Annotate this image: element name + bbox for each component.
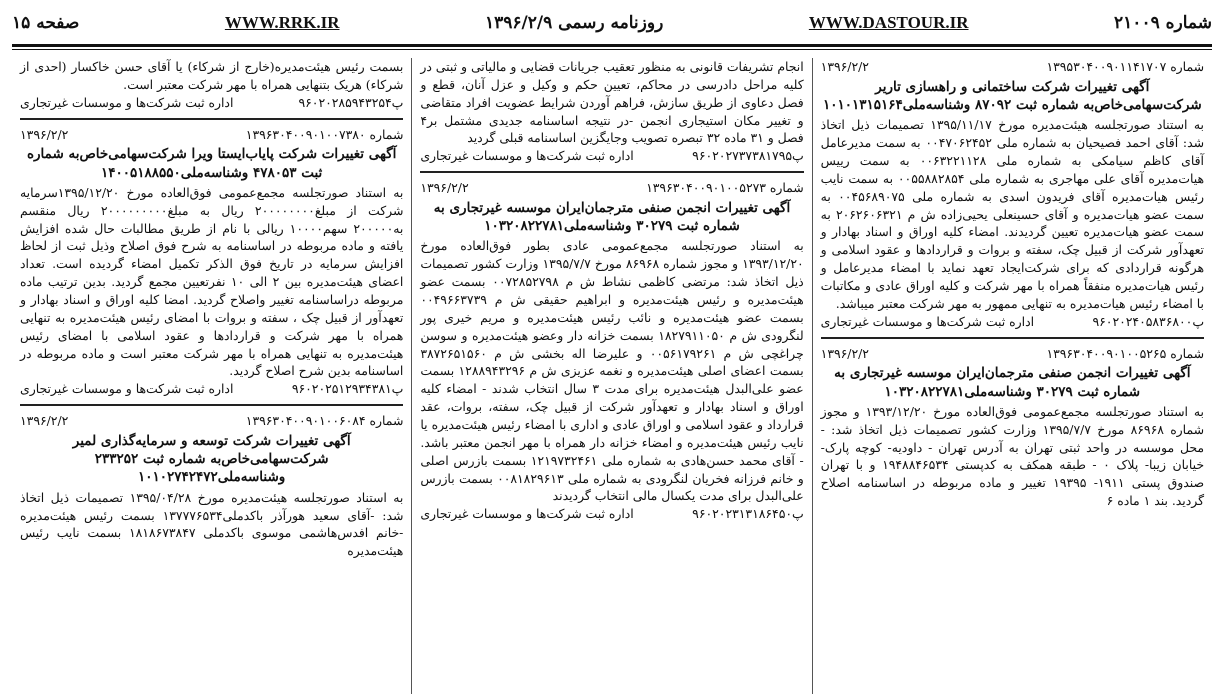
notice-footer [420, 147, 803, 165]
notice-title: آگهی تغییرات شرکت توسعه و سرمایه‌گذاری لمیر شرکت‌سهامی‌خاص‌به شماره ثبت ۲۳۳۲۵۲ وشناسه‌ملی۱۰۱۰۲۷۴۲۴۷۲ [72, 433, 351, 486]
notice-code: پ۹۶۰۲۰۲۳۱۳۱۸۶۴۵۰ [692, 506, 804, 522]
gazette-title-date: روزنامه رسمی ۱۳۹۶/۲/۹ [485, 13, 664, 33]
notice-footer [20, 380, 403, 398]
notice [821, 337, 1204, 510]
masthead [12, 4, 1212, 42]
notice-title: آگهی تغییرات شرکت پایاب‌ایستا ویرا شرکت‌سهامی‌خاص‌به شماره ثبت ۴۷۸۰۵۳ وشناسه‌ملی۱۴۰۰۵۱۸۸۵۵۰ [26, 146, 397, 181]
notice-body: انجام تشریفات قانونی به منظور تعقیب جریانات قضایی و مالیاتی و ثبتی در کلیه مراحل دادرسی در محاکم، تعیین حکم و وکیل و عزل آنان، قطع و فصل دعاوی از طریق سازش، فراهم آوردن شرایط عضویت افراد متقاضی و تغییر مکان استیجاری انجمن -در نتیجه اساسنامه جدیدی مشتمل بر۴ فصل و ۳۱ ماده ۳۲ تبصره تصویب وجایگزین اساسنامه قبلی گردید [420, 59, 804, 146]
notice-number: شماره ۱۳۹۶۳۰۴۰۰۹۰۱۰۰۶۰۸۴ [245, 413, 404, 429]
site-link-dastour[interactable]: WWW.DASTOUR.IR [808, 13, 969, 32]
column-2 [412, 58, 812, 694]
notice-title: آگهی تغییرات انجمن صنفی مترجمان‌ایران موسسه غیرتجاری به شماره ثبت ۳۰۲۷۹ وشناسه‌ملی۱۰۳۲۰۸۲۲۷۸۱ [834, 365, 1191, 400]
notice-body: به استناد صورتجلسه هیئت‌مدیره مورخ ۱۳۹۵/۱۱/۱۷ تصمیمات ذیل اتخاذ شد: آقای احمد فصیحیان به شماره ملی ۰۰۴۷۰۶۲۴۵۲ به سمت مدیرعامل آقای کاظم سیامکی به شماره ملی ۰۰۶۳۲۲۱۱۲۸ به سمت رییس هیات‌مدیره آقای علی مهاجری به شماره ملی ۰۰۵۵۸۸۲۸۵۴ به سمت نایب رئیس هیات‌مدیره آقای فریدون اسدی به شماره ملی ۰۰۴۵۶۸۹۰۷۵ به سمت عضو هیات‌مدیره و آقای حسینعلی یحیی‌زاده ش م ۲۰۶۲۶۰۶۳۲۱ به سمت عضو هیات‌مدیره تعیین گردیدند. امضاء کلیه اوراق و اسناد بهادار و تعهدآور شرکت از قبیل چک، سفته و بروات و قراردادها و عقود اسلامی و هرگونه قراردادی که برای شرکت‌ایجاد تعهد نماید با امضاء مدیرعامل و رئیس هیات‌مدیره منفقاً همراه با مهر شرکت و کلیه اوراق عادی و مکاتبات با امضاء رئیس هیات‌مدیره به تنهایی ممهور به مهر شرکت معتبر میباشد. [820, 117, 1205, 311]
notice-number: شماره ۱۳۹۶۳۰۴۰۰۹۰۱۰۰۵۲۶۵ [1046, 345, 1204, 361]
notice-date: ۱۳۹۶/۲/۲ [420, 180, 469, 196]
notice-date: ۱۳۹۶/۲/۲ [820, 59, 869, 74]
notice-code: پ۹۶۰۲۰۲۸۵۹۴۳۲۵۴ [298, 94, 404, 110]
notice-body: به استناد صورتجلسه مجمع‌عمومی فوق‌العاده مورخ ۱۳۹۵/۱۲/۲۰سرمایه شرکت از مبلغ۲۰۰۰۰۰۰۰۰ ریال به مبلغ۲۰۰۰۰۰۰۰۰۰ ریال منقسم به۲۰۰۰۰۰ سهم۱۰۰۰۰ ریالی با نام از طریق مطالبات حال شده افزایش یافته و ماده مربوطه در اساسنامه به شرح فوق اصلاح وذیل ثبت از لحاظ افزایش سرمایه در تاریخ فوق الذکر تکمیل امضاء گردیده است. تعداد اعضای هیئت‌مدیره بین ۲ الی ۱۰ نفرتعیین مجمع گردید. بدین ترتیب ماده مربوطه دراساسنامه تغییر واصلاح گردید. امضا کلیه اوراق و اسناد بهادار و تعهدآور از قبیل چک ، سفته و بروات با امضای رئیس هیئت‌مدیره به تنهایی همراه با مهر شرکت و قراردادها و عقود اسلامی با امضای رئیس هیئت‌مدیره به تنهایی همراه با مهر شرکت معتبر است و ماده مربوطه در اساسنامه بدین شرح اصلاح گردید. [20, 184, 404, 379]
notice-title: آگهی تغییرات شرکت ساختمانی و راهسازی تاریر شرکت‌سهامی‌خاص‌به شماره ثبت ۸۷۰۹۲ وشناسه‌ملی۱۰۱۰۱۳۱۵۱۶۴ [823, 78, 1202, 114]
notice-continuation [420, 58, 803, 165]
notice-footer [20, 94, 403, 112]
issue-number: شماره ۲۱۰۰۹ [1114, 13, 1212, 33]
column-1 [813, 58, 1212, 694]
notice-footer [821, 313, 1204, 331]
notice-continuation [20, 58, 403, 112]
notice-code: پ۹۶۰۲۰۲۷۳۷۳۸۱۷۹۵ [692, 148, 804, 164]
notice-number: شماره ۱۳۹۵۳۰۴۰۰۹۰۱۱۴۱۷۰۷ [1046, 59, 1204, 74]
notice-date: ۱۳۹۶/۲/۲ [20, 126, 69, 142]
notice [20, 118, 403, 399]
notice-meta [821, 345, 1204, 363]
notice-title: آگهی تغییرات انجمن صنفی مترجمان‌ایران موسسه غیرتجاری به شماره ثبت ۳۰۲۷۹ وشناسه‌ملی۱۰۳۲۰۸۲۲۷۸۱ [433, 200, 791, 235]
notice-code: پ۹۶۰۲۰۲۵۱۲۹۳۴۳۸۱ [291, 381, 404, 397]
column-3 [12, 58, 412, 694]
notice-code: پ۹۶۰۲۰۲۴۰۵۸۳۶۸۰۰ [1092, 313, 1204, 329]
notice-meta [821, 58, 1204, 76]
notice-body: به استناد صورتجلسه مجمع‌عمومی فوق‌العاده مورخ ۱۳۹۳/۱۲/۲۰ و مجوز شماره ۸۶۹۶۸ مورخ ۱۳۹۵/۷/۷ وزارت کشور تصمیمات ذیل اتخاذ شد: - محل موسسه در واحد ثبتی تهران به آدرس تهران - داودیه- کوچه پارک- خیابان زیبا- پلاک ۰ - طبقه همکف به کدپستی ۱۹۴۸۸۴۶۵۳۴ و با تهران صندوق پستی ۱۹۱۱- ۱۹۳۹۵ تغییر و ماده مربوطه در اساسنامه اصلاح گردید. بند ۱ ماده ۶ [820, 403, 1205, 509]
notice-body: بسمت رئیس هیئت‌مدیره(خارج از شرکاء) یا آقای حسن خاکسار (احدی از شرکاء) هریک بتنهایی همراه با مهر شرکت معتبر است. [20, 59, 404, 92]
notice-footer [420, 505, 803, 523]
registry-office: اداره ثبت شرکت‌ها و موسسات غیرتجاری [420, 506, 634, 522]
notice-date: ۱۳۹۶/۲/۲ [20, 413, 69, 429]
notice-date: ۱۳۹۶/۲/۲ [820, 345, 869, 361]
site-link-rrk[interactable]: WWW.RRK.IR [224, 13, 340, 32]
notice [420, 171, 803, 523]
notice-meta [20, 126, 403, 144]
notice [821, 58, 1204, 331]
registry-office: اداره ثبت شرکت‌ها و موسسات غیرتجاری [420, 148, 634, 164]
notice-body: به استناد صورتجلسه هیئت‌مدیره مورخ ۱۳۹۵/۰۴/۲۸ تصمیمات ذیل اتخاذ شد: -آقای سعید هورآذر باکدملی۱۳۷۷۷۶۵۳۴ بسمت رئیس هیئت‌مدیره -خانم افدس‌هاشمی موسوی باکدملی ۱۸۱۸۶۷۳۸۴۷ بسمت نایب رئیس هیئت‌مدیره [20, 489, 404, 559]
registry-office: اداره ثبت شرکت‌ها و موسسات غیرتجاری [20, 94, 234, 110]
notice-number: شماره ۱۳۹۶۳۰۴۰۰۹۰۱۰۰۵۲۷۳ [646, 180, 804, 196]
registry-office: اداره ثبت شرکت‌ها و موسسات غیرتجاری [820, 313, 1035, 329]
page-number: صفحه ۱۵ [12, 13, 80, 33]
columns [12, 58, 1212, 694]
notice [20, 404, 403, 560]
notice-meta [20, 412, 403, 430]
notice-body: به استناد صورتجلسه مجمع‌عمومی عادی بطور فوق‌العاده مورخ ۱۳۹۳/۱۲/۲۰ و مجوز شماره ۸۶۹۶۸ مورخ ۱۳۹۵/۷/۷ وزارت کشور تصمیمات ذیل اتخاذ شد: مرتضی کاظمی نشاط ش م ۰۰۷۲۸۵۲۷۹۸ بسمت عضو هیئت‌مدیره و رئیس هیئت‌مدیره و ابراهیم حقیقی ش م ۰۰۴۹۶۶۳۷۳۹ بسمت عضو هیئت‌مدیره و نائب رئیس هیئت‌مدیره و مریم خیری پور لنگرودی ش م ۱۸۲۷۹۱۱۰۵۰ بسمت خزانه دار وعضو هیئت‌مدیره و سوسن چراغچی ش م ۰۰۵۶۱۷۹۲۶۱ و علیرضا اله بخشی ش م ۳۸۷۲۶۵۱۵۶۰ بسمت اعضای اصلی هیئت‌مدیره و نغمه عزیزی ش م ۱۲۸۸۹۴۳۲۹۶ بسمت عضو علی‌البدل هیئت‌مدیره برای مدت ۳ سال انتخاب شدند - امضاء کلیه اوراق و اسناد بهادار و تعهدآور شرکت از قبیل چک، سفته، بروات، عقد قرارداد و عقود اسلامی و اوراق عادی و اداری با امضاء رئیس هیئت‌مدیره یا نایب رئیس هیئت‌مدیره و امضاء خزانه دار همراه با مهر انجمن معتبر باشد. - آقای محمد حسن‌هادی به شماره ملی ۱۲۱۹۷۳۲۴۶۱ بسمت بازرس اصلی و خانم فرزانه فخریان لنگرودی به شماره ملی ۰۰۸۱۸۲۹۶۱۳ بسمت بازرس علی‌البدل برای مدت یکسال مالی انتخاب گردیدند [420, 238, 804, 504]
registry-office: اداره ثبت شرکت‌ها و موسسات غیرتجاری [20, 381, 234, 397]
notice-number: شماره ۱۳۹۶۳۰۴۰۰۹۰۱۰۰۷۳۸۰ [245, 126, 404, 142]
notice-meta [420, 179, 803, 197]
masthead-rule [12, 44, 1212, 50]
